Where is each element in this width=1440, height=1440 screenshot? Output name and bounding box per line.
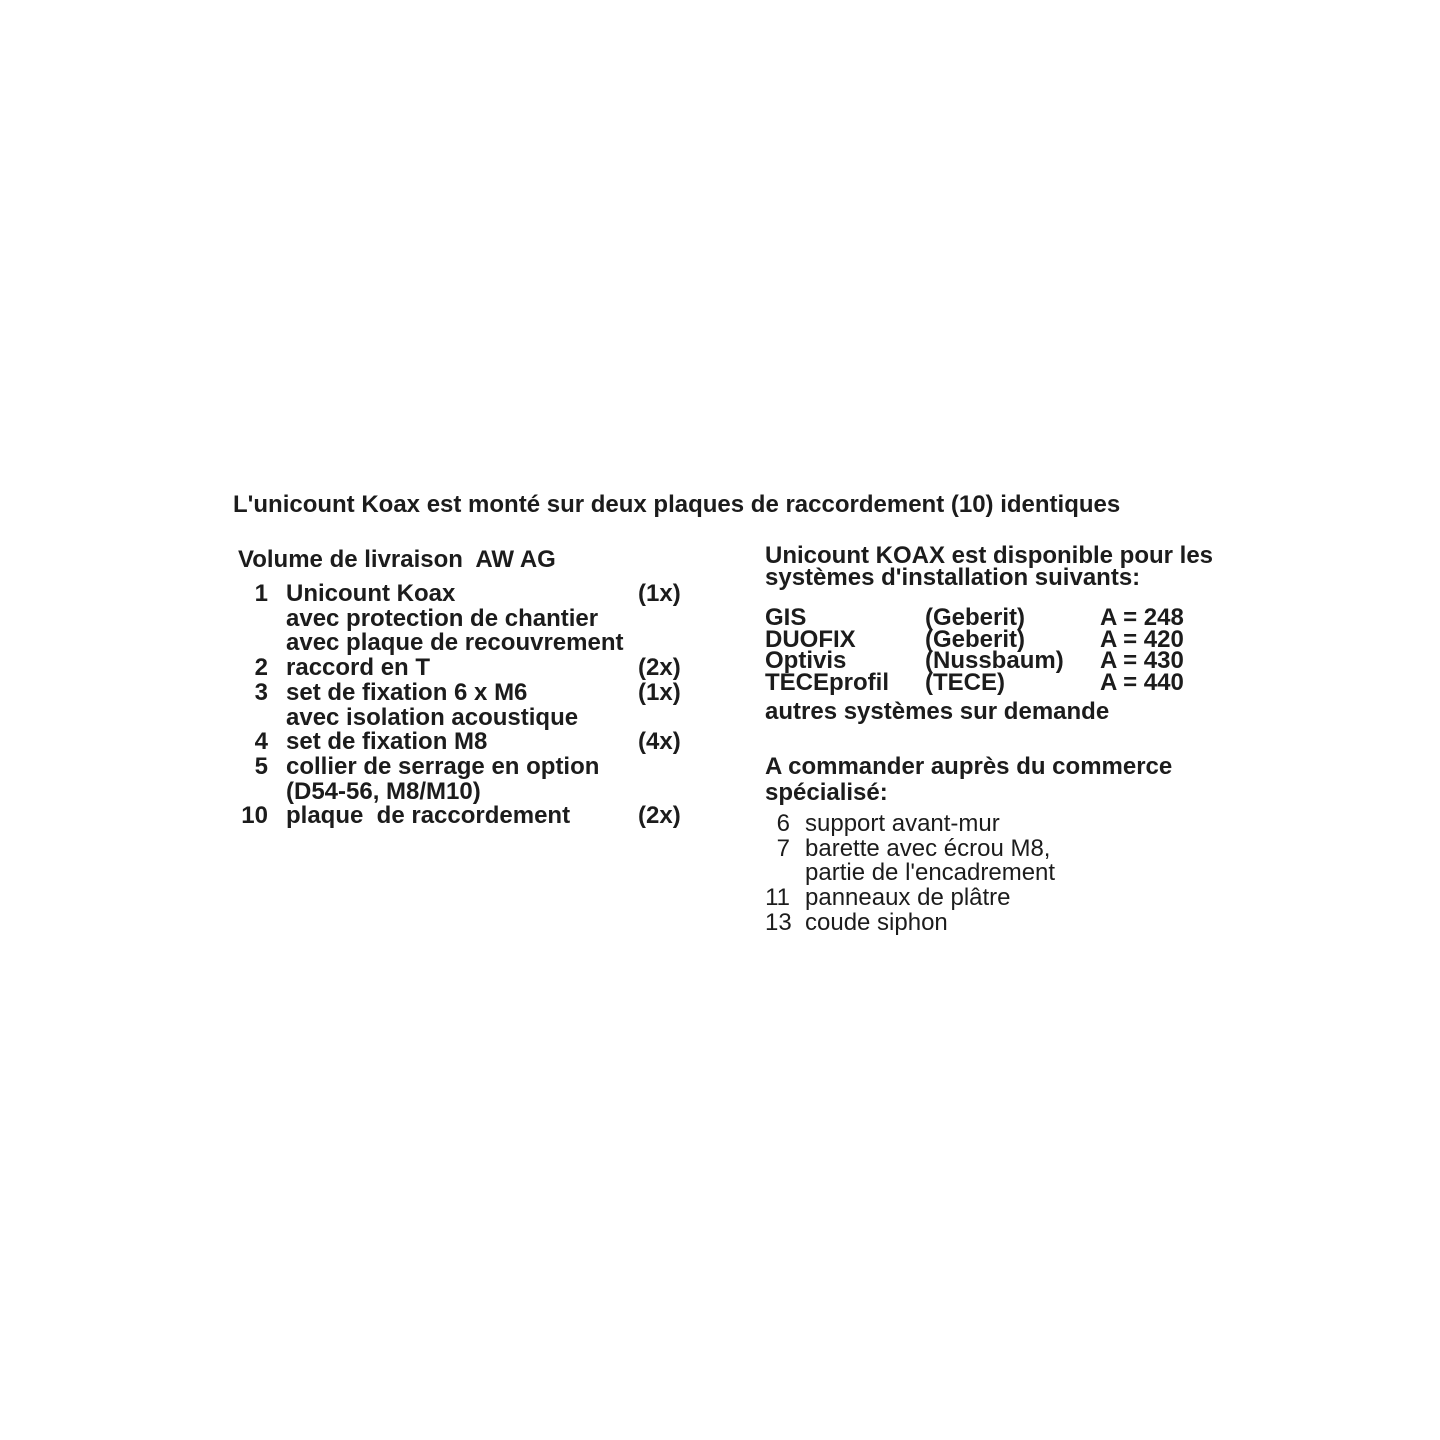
system-brand: (TECE) <box>925 669 1005 697</box>
order-row <box>765 886 1055 911</box>
item-number: 3 <box>254 678 268 706</box>
item-qty: (1x) <box>638 678 681 706</box>
delivery-row <box>238 631 710 656</box>
page-title: L'unicount Koax est monté sur deux plaques de raccordement (10) identiques <box>233 491 1121 518</box>
delivery-row <box>238 730 710 755</box>
system-row <box>765 669 1184 697</box>
system-name: Optivis <box>765 647 847 675</box>
order-number <box>765 861 790 886</box>
item-number: 5 <box>254 752 268 780</box>
item-text: avec plaque de recouvrement <box>286 629 624 657</box>
item-text: (D54-56, M8/M10) <box>286 777 481 805</box>
order-list <box>765 812 1055 936</box>
order-text: barette avec écrou M8, <box>805 834 1051 862</box>
systems-header-line1: Unicount KOAX est disponible pour les <box>765 542 1214 569</box>
order-row <box>765 812 1055 837</box>
item-qty <box>638 706 698 731</box>
item-number <box>238 607 268 632</box>
volume-header: Volume de livraison AW AG <box>238 546 556 573</box>
item-qty <box>638 755 698 780</box>
order-row <box>765 834 1055 862</box>
delivery-row <box>238 752 710 780</box>
delivery-row <box>238 678 710 706</box>
order-text: support avant-mur <box>805 810 1000 837</box>
delivery-row <box>238 656 710 681</box>
item-text: collier de serrage en option <box>286 752 600 780</box>
left-column <box>238 546 710 830</box>
item-text: set de fixation M8 <box>286 728 488 756</box>
item-number: 2 <box>254 654 268 682</box>
item-number <box>238 631 268 656</box>
systems-table <box>765 604 1184 697</box>
order-number: 13 <box>765 908 792 936</box>
item-qty: (2x) <box>638 802 681 830</box>
item-text: avec isolation acoustique <box>286 703 579 731</box>
delivery-row <box>238 777 710 805</box>
item-text: set de fixation 6 x M6 <box>286 678 528 706</box>
right-column <box>765 542 1235 936</box>
item-qty <box>638 631 698 656</box>
system-brand: (Geberit) <box>925 625 1026 653</box>
system-brand: (Nussbaum) <box>925 647 1064 675</box>
system-dimension: A = 420 <box>1100 625 1184 653</box>
item-text: plaque de raccordement <box>286 802 571 830</box>
order-header <box>765 754 1172 805</box>
delivery-row <box>238 703 710 731</box>
item-text: Unicount Koax <box>286 580 456 607</box>
delivery-row <box>238 604 710 632</box>
systems-note: autres systèmes sur demande <box>765 698 1110 725</box>
item-qty: (1x) <box>638 580 681 607</box>
item-qty <box>638 780 698 805</box>
order-number: 11 <box>765 884 790 912</box>
systems-header-line2: systèmes d'installation suivants: <box>765 564 1141 592</box>
item-number <box>238 706 268 731</box>
order-text: panneaux de plâtre <box>805 884 1011 912</box>
order-text: coude siphon <box>805 908 948 936</box>
system-dimension: A = 430 <box>1100 647 1184 675</box>
item-text: raccord en T <box>286 654 431 682</box>
item-number: 10 <box>241 802 268 830</box>
system-name: TECEprofil <box>765 669 889 697</box>
item-qty: (2x) <box>638 654 681 682</box>
item-qty: (4x) <box>638 728 681 756</box>
system-name: DUOFIX <box>765 625 856 653</box>
order-row <box>765 908 1055 936</box>
systems-header <box>765 542 1235 592</box>
item-number: 4 <box>254 728 268 756</box>
order-number: 7 <box>776 834 790 862</box>
item-number: 1 <box>254 580 268 607</box>
system-name: GIS <box>765 604 807 631</box>
delivery-row <box>238 804 710 829</box>
item-text: avec protection de chantier <box>286 604 599 632</box>
system-dimension: A = 248 <box>1100 604 1184 631</box>
order-text: partie de l'encadrement <box>805 859 1056 887</box>
order-header-line2: spécialisé: <box>765 778 888 806</box>
system-dimension: A = 440 <box>1100 669 1184 697</box>
system-brand: (Geberit) <box>925 604 1026 631</box>
order-header-line1: A commander auprès du commerce <box>765 753 1173 780</box>
delivery-row <box>238 582 710 607</box>
order-row <box>765 861 1055 886</box>
delivery-list <box>238 582 710 829</box>
item-qty <box>638 607 698 632</box>
order-number: 6 <box>776 810 790 837</box>
item-number <box>238 780 268 805</box>
